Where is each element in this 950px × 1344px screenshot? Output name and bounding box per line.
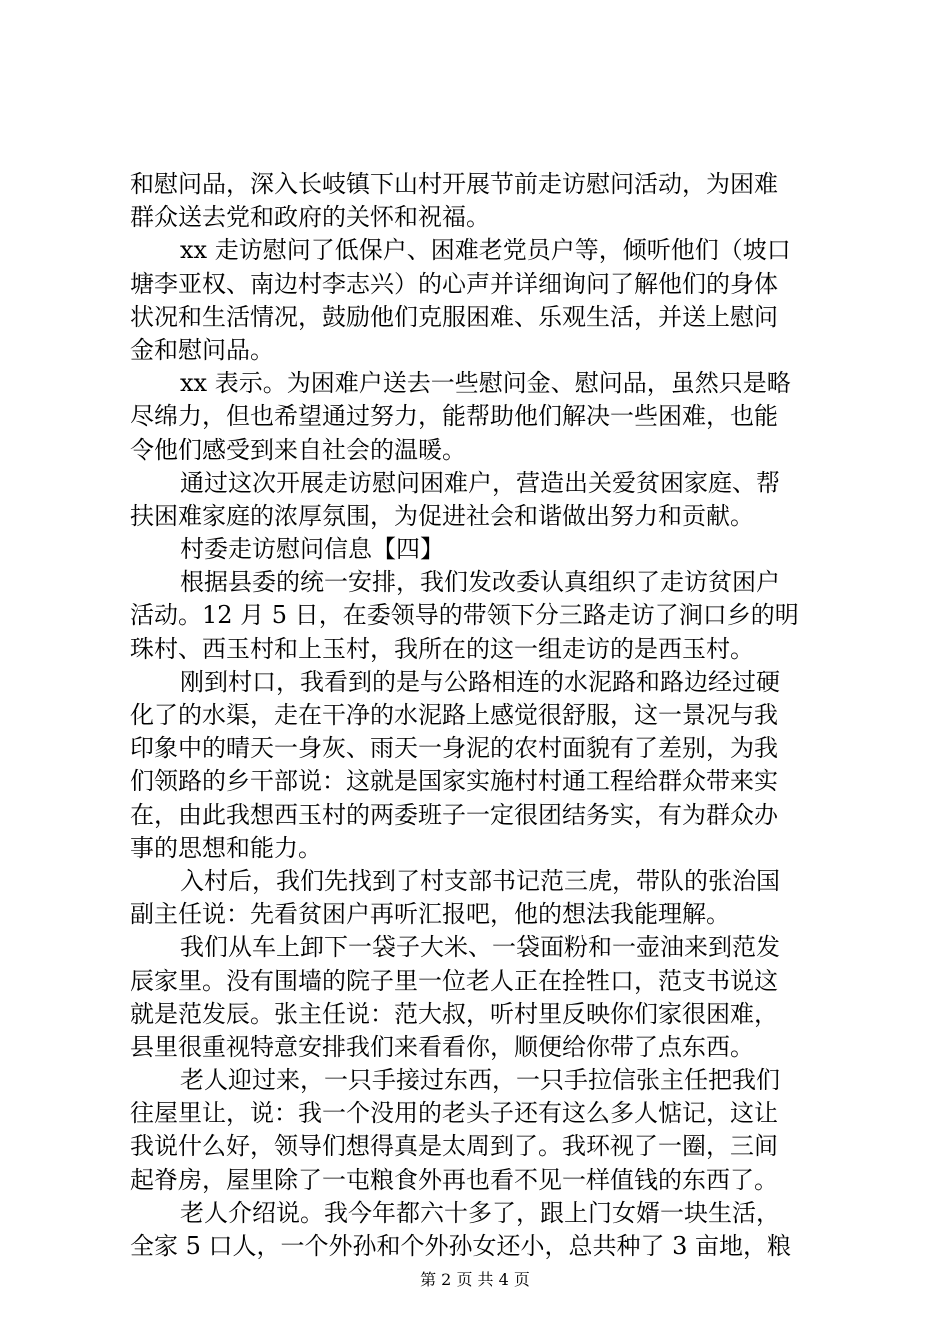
text-line: 刚到村口，我看到的是与公路相连的水泥路和路边经过硬 <box>180 667 780 696</box>
text-line: 珠村、西玉村和上玉村，我所在的这一组走访的是西玉村。 <box>130 634 754 663</box>
text-line: 副主任说：先看贫困户再听汇报吧，他的想法我能理解。 <box>130 900 730 929</box>
text-line: 我们从车上卸下一袋子大米、一袋面粉和一壶油来到范发 <box>180 933 780 962</box>
text-line: 印象中的晴天一身灰、雨天一身泥的农村面貌有了差别，为我 <box>130 734 778 763</box>
text-line: 和慰问品，深入长岐镇下山村开展节前走访慰问活动，为困难 <box>130 170 778 198</box>
text-line: xx 表示。为困难户送去一些慰问金、慰问品，虽然只是略 <box>180 369 791 398</box>
text-line: 就是范发辰。张主任说：范大叔，听村里反映你们家很困难， <box>130 999 778 1028</box>
text-line: 老人迎过来，一只手接过东西，一只手拉信张主任把我们 <box>180 1066 780 1095</box>
text-line: 状况和生活情况，鼓励他们克服困难、乐观生活，并送上慰问 <box>130 302 778 331</box>
text-line: 县里很重视特意安排我们来看看你，顺便给你带了点东西。 <box>130 1032 754 1061</box>
document-body <box>130 168 830 1263</box>
text-line: 化了的水渠，走在干净的水泥路上感觉很舒服，这一景况与我 <box>130 701 778 729</box>
text-line: 入村后，我们先找到了村支部书记范三虎，带队的张治国 <box>180 866 780 895</box>
text-line: 事的思想和能力。 <box>130 833 322 862</box>
text-line: 老人介绍说。我今年都六十多了，跟上门女婿一块生活， <box>180 1198 780 1227</box>
text-line: xx 走访慰问了低保户、困难老党员户等，倾听他们（坡口 <box>180 236 791 265</box>
text-line: 通过这次开展走访慰问困难户，营造出关爱贫困家庭、帮 <box>180 468 780 497</box>
text-line: 起脊房，屋里除了一屯粮食外再也看不见一样值钱的东西了。 <box>130 1165 778 1194</box>
text-line: 扶困难家庭的浓厚氛围，为促进社会和谐做出努力和贡献。 <box>130 501 754 530</box>
text-line: 村委走访慰问信息【四】 <box>180 535 444 564</box>
text-line: 在，由此我想西玉村的两委班子一定很团结务实，有为群众办 <box>130 800 778 829</box>
text-line: 活动。12 月 5 日，在委领导的带领下分三路走访了涧口乡的明 <box>130 601 799 630</box>
text-line: 根据县委的统一安排，我们发改委认真组织了走访贫困户 <box>180 568 780 597</box>
text-line: 金和慰问品。 <box>130 335 274 364</box>
text-line: 往屋里让，说：我一个没用的老头子还有这么多人惦记，这让 <box>130 1099 778 1128</box>
text-line: 令他们感受到来自社会的温暖。 <box>130 435 466 464</box>
text-line: 全家 5 口人，一个外孙和个外孙女还小，总共种了 3 亩地，粮 <box>130 1232 792 1260</box>
text-line: 塘李亚权、南边村李志兴）的心声并详细询问了解他们的身体 <box>130 269 778 298</box>
page-footer: 第 2 页 共 4 页 <box>420 1270 530 1289</box>
text-line: 我说什么好，领导们想得真是太周到了。我环视了一圈，三间 <box>130 1132 778 1161</box>
text-line: 尽绵力，但也希望通过努力，能帮助他们解决一些困难，也能 <box>130 402 778 431</box>
text-line: 辰家里。没有围墙的院子里一位老人正在拴牲口，范支书说这 <box>130 966 778 995</box>
text-line: 们领路的乡干部说：这就是国家实施村村通工程给群众带来实 <box>130 767 778 796</box>
text-line: 群众送去党和政府的关怀和祝福。 <box>130 203 490 232</box>
